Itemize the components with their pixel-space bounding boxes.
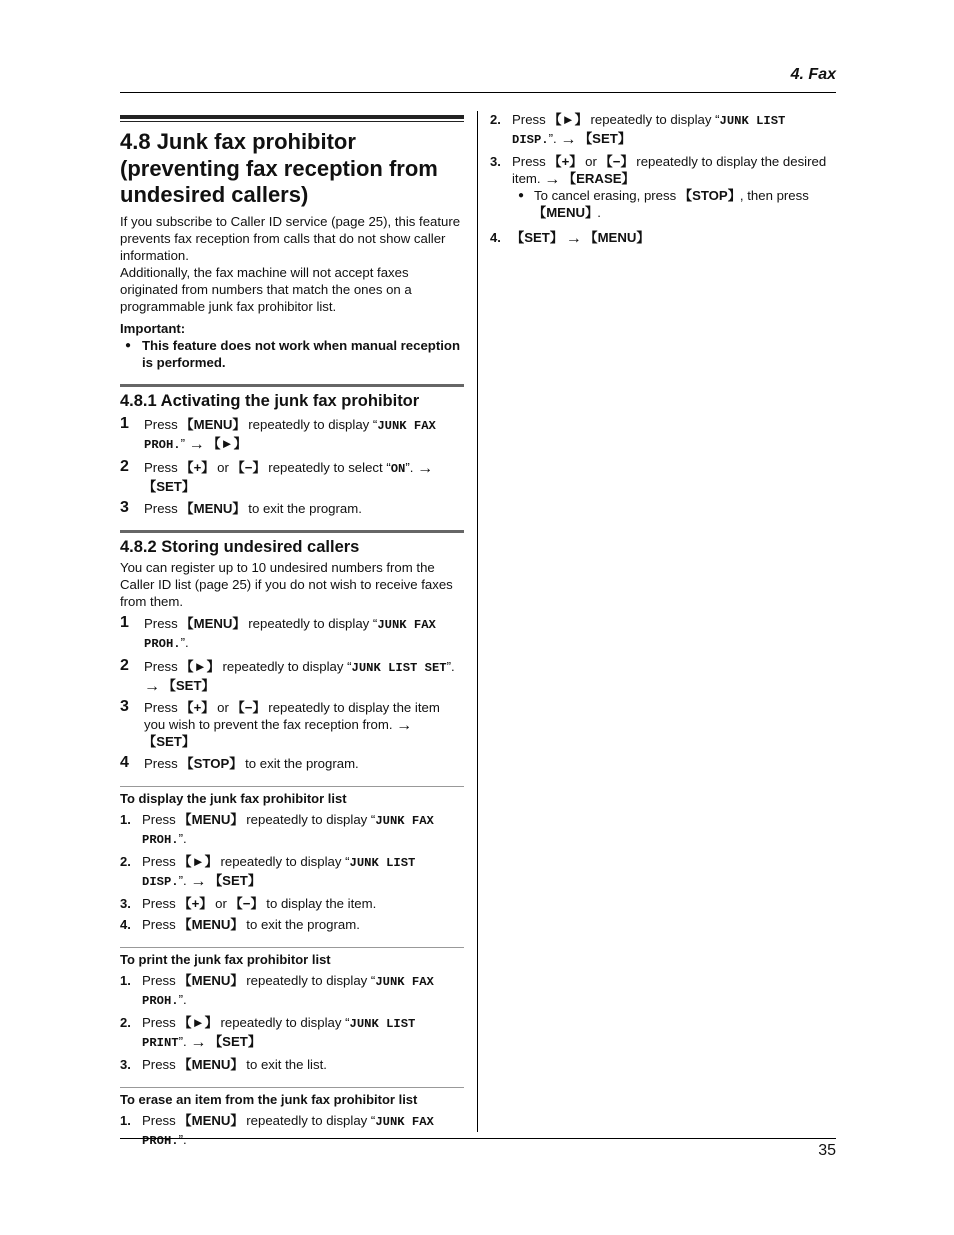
erase-step-2: 2. Press 【 ► 】 repeatedly to display “JUNK LIST DISP.”. → 【 SET 】 bbox=[490, 111, 836, 149]
plus-key-icon: 【 + 】 bbox=[181, 460, 213, 475]
divider bbox=[120, 786, 464, 787]
minus-key-icon: 【 − 】 bbox=[233, 700, 265, 715]
minus-key-icon: 【 − 】 bbox=[601, 154, 633, 169]
left-column bbox=[120, 115, 464, 1150]
subsection-title-activating: 4.8.1 Activating the junk fax prohibitor bbox=[120, 391, 420, 410]
store-step-2: 2 Press 【 ► 】 repeatedly to display “JUNK LIST SET”. → 【 SET 】 bbox=[120, 658, 464, 694]
erase-step-3: 3. Press 【 + 】 or 【 − 】 repeatedly to display the desired item. → 【 ERASE 】 ● To cancel erasing, press 【 STOP 】 , then press 【 MENU 】 . bbox=[490, 153, 836, 221]
header-rule bbox=[120, 92, 836, 93]
arrow-icon: → bbox=[565, 230, 582, 247]
store-step-3: 3 Press 【 + 】 or 【 − 】 repeatedly to display the item you wish to prevent the fax reception from. → 【 SET 】 bbox=[120, 699, 464, 750]
erase-step-1: 1. Press 【 MENU 】 repeatedly to display “JUNK FAX PROH.”. bbox=[120, 1112, 464, 1150]
activate-step-2: 2 Press 【 + 】 or 【 − 】 repeatedly to select “ON”. → 【 SET 】 bbox=[120, 459, 464, 495]
arrow-icon: → bbox=[188, 435, 205, 453]
plus-key-icon: 【 + 】 bbox=[179, 896, 211, 911]
display-step-1: 1. Press 【 MENU 】 repeatedly to display “JUNK FAX PROH.”. bbox=[120, 811, 464, 849]
intro-paragraph-2: Additionally, the fax machine will not accept faxes originated from numbers that match the ones on a programmable junk fax prohibitor list. bbox=[120, 264, 412, 314]
display-list-title: To display the junk fax prohibitor list bbox=[120, 790, 347, 806]
store-step-1: 1 Press 【 MENU 】 repeatedly to display “JUNK FAX PROH.”. bbox=[120, 615, 464, 653]
subsection-rule bbox=[120, 384, 464, 387]
page-header-title: 4. Fax bbox=[790, 66, 836, 83]
right-key-icon: 【 ► 】 bbox=[208, 436, 245, 451]
right-key-icon: 【 ► 】 bbox=[181, 659, 218, 674]
display-step-2: 2. Press 【 ► 】 repeatedly to display “JUNK LIST DISP.”. → 【 SET 】 bbox=[120, 853, 464, 891]
footer-rule bbox=[120, 1138, 836, 1139]
display-step-4: 4. Press 【 MENU 】 to exit the program. bbox=[120, 916, 464, 933]
right-key-icon: 【 ► 】 bbox=[179, 854, 216, 869]
plus-key-icon: 【 + 】 bbox=[181, 700, 213, 715]
important-label: Important: bbox=[120, 320, 186, 336]
cancel-erase-note: ● To cancel erasing, press 【 STOP 】 , then press 【 MENU 】 . bbox=[512, 187, 836, 221]
store-step-4: 4 Press 【 STOP 】 to exit the program. bbox=[120, 755, 464, 772]
storing-intro: You can register up to 10 undesired numbers from the Caller ID list (page 25) if you do not wish to receive faxes from them. bbox=[120, 559, 453, 609]
print-step-1: 1. Press 【 MENU 】 repeatedly to display “JUNK FAX PROH.”. bbox=[120, 972, 464, 1010]
arrow-icon: → bbox=[144, 677, 160, 695]
erase-step-4: 4. 【 SET 】 → 【 MENU 】 bbox=[490, 229, 836, 246]
display-step-3: 3. Press 【 + 】 or 【 − 】 to display the item. bbox=[120, 895, 464, 912]
divider bbox=[120, 1087, 464, 1088]
right-key-icon: 【 ► 】 bbox=[549, 112, 586, 127]
page-number: 35 bbox=[818, 1142, 836, 1159]
divider bbox=[120, 947, 464, 948]
section-title: 4.8 Junk fax prohibitor (preventing fax reception from undesired callers) bbox=[120, 129, 438, 207]
arrow-icon: → bbox=[190, 1033, 207, 1051]
section-rule bbox=[120, 115, 464, 122]
intro-paragraph-1: If you subscribe to Caller ID service (page 25), this feature prevents fax reception from calls that do not show caller information. bbox=[120, 213, 461, 263]
right-key-icon: 【 ► 】 bbox=[179, 1015, 216, 1030]
activate-step-3: 3 Press 【 MENU 】 to exit the program. bbox=[120, 500, 464, 517]
erase-item-title: To erase an item from the junk fax prohibitor list bbox=[120, 1091, 418, 1107]
important-note: ● This feature does not work when manual reception is performed. bbox=[120, 337, 464, 371]
arrow-icon: → bbox=[560, 131, 577, 148]
right-column bbox=[490, 111, 836, 246]
activate-step-1: 1 Press 【 MENU 】 repeatedly to display “JUNK FAX PROH.” → 【 ► 】 bbox=[120, 416, 464, 454]
print-list-title: To print the junk fax prohibitor list bbox=[120, 951, 331, 967]
subsection-rule bbox=[120, 530, 464, 533]
subsection-title-storing: 4.8.2 Storing undesired callers bbox=[120, 537, 360, 556]
minus-key-icon: 【 − 】 bbox=[233, 460, 265, 475]
plus-key-icon: 【 + 】 bbox=[549, 154, 581, 169]
print-step-3: 3. Press 【 MENU 】 to exit the list. bbox=[120, 1056, 464, 1073]
arrow-icon: → bbox=[190, 872, 207, 890]
arrow-icon: → bbox=[544, 171, 561, 188]
arrow-icon: → bbox=[417, 459, 434, 477]
minus-key-icon: 【 − 】 bbox=[231, 896, 263, 911]
column-divider bbox=[477, 111, 478, 1132]
print-step-2: 2. Press 【 ► 】 repeatedly to display “JUNK LIST PRINT”. → 【 SET 】 bbox=[120, 1014, 464, 1052]
arrow-icon: → bbox=[396, 716, 413, 734]
